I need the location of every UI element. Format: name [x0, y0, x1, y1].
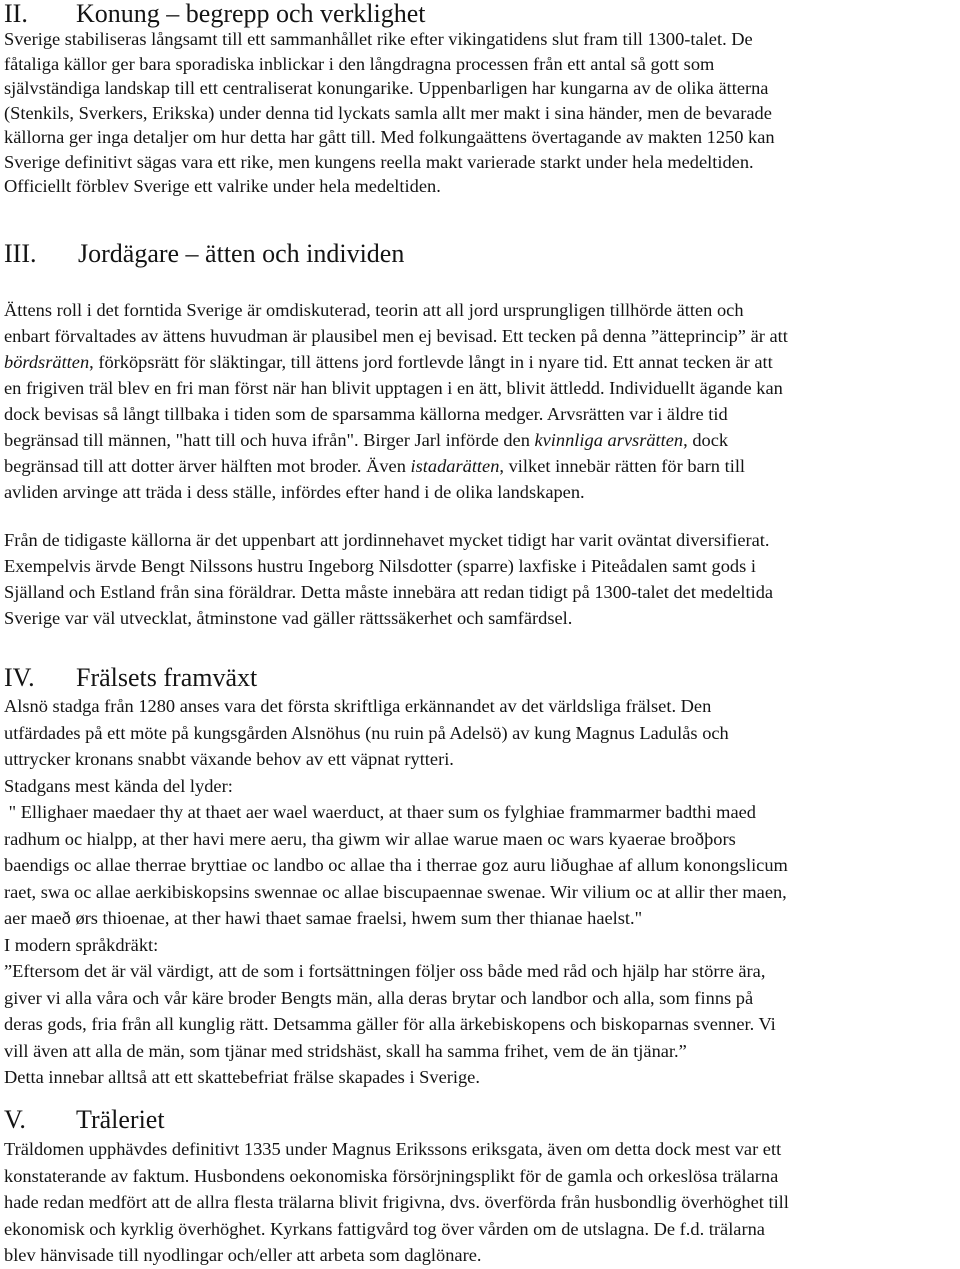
paragraph	[4, 27, 775, 199]
italic-term: bördsrätten	[4, 352, 90, 372]
section-number: III.	[4, 239, 37, 268]
text-line: konstaterande av faktum. Husbondens oekonomiska försörjningsplikt för de gamla och orkeslösa trälarna	[4, 1165, 779, 1186]
section-5	[4, 1106, 165, 1134]
text-line: Exempelvis ärvde Bengt Nilssons hustru Ingeborg Nilsdotter (sparre) laxfiske i Piteådalen samt gods i	[4, 556, 756, 576]
section-4	[4, 664, 257, 692]
text-run: begränsad till männen, "hatt till och huva ifrån". Birger Jarl införde den	[4, 430, 535, 450]
section-3	[4, 240, 404, 268]
text-line: källorna ger inga detaljer om hur detta har gått till. Med folkungaättens övertagande av makten 1250 kan	[4, 127, 775, 147]
section-title: Träleriet	[76, 1105, 165, 1134]
section-number: II.	[4, 0, 28, 28]
text-line: dock bevisas så långt tillbaka i tiden som de sparsamma källorna medger. Arvsrätten var i äldre tid	[4, 404, 728, 424]
text-line: Sverige stabiliseras långsamt till ett sammanhållet rike efter vikingatidens slut fram till 1300-talet. De	[4, 29, 753, 49]
section-2	[4, 0, 775, 199]
section-title: Konung – begrepp och verklighet	[76, 0, 426, 28]
section-number: V.	[4, 1105, 26, 1134]
paragraph	[4, 693, 788, 1091]
text-line: raet, swa oc allae aerkibiskopsins swennae oc allae biscupaennae swenae. Wir vilium oc at allir ther maen,	[4, 881, 787, 902]
text-line: avliden arvinge att träda i dess ställe, infördes efter hand i de olika landskapen.	[4, 482, 585, 502]
text-line: aer maeð ørs thioenae, at ther hawi thaet samae fraelsi, hwem sum ther thianae haelst."	[4, 908, 643, 928]
section-number: IV.	[4, 663, 35, 692]
text-line: en frigiven träl blev en fri man först när han blivit upptagen i en ätt, blivit ättledd. Individuellt ägande kan	[4, 378, 783, 398]
section-heading	[4, 240, 404, 268]
text-line: uttrycker kronans snabbt växande behov av ett väpnat rytteri.	[4, 749, 454, 769]
text-line	[4, 427, 788, 453]
section-heading	[4, 1106, 165, 1134]
text-line: blev hänvisade till nyodlingar och/eller att arbeta som daglönare.	[4, 1245, 482, 1265]
text-line	[4, 453, 788, 479]
text-line	[4, 349, 788, 375]
text-line: fåtaliga källor ger bara sporadiska inblickar i den långdragna processen från ett antal så gott som	[4, 53, 715, 74]
text-line: Själland och Estland från sina föräldrar. Detta måste innebära att redan tidigt på 1300-talet det medeltida	[4, 582, 774, 602]
text-line: giver vi alla våra och vår käre broder Bengts män, alla deras brytar och landbor och alla, som finns på	[4, 987, 754, 1008]
text-line: vill även att alla de män, som tjänar med stridshäst, skall ha samma frihet, vem de än tjänar.”	[4, 1040, 687, 1061]
text-line: baendigs oc allae therrae bryttiae oc landbo oc allae tha i therrae goz auru liðughae af allum konongslicum	[4, 855, 788, 875]
text-line: Från de tidigaste källorna är det uppenbart att jordinnehavet mycket tidigt har varit oväntat diversifierat.	[4, 530, 770, 550]
text-run: , förköpsrätt för släktingar, till ättens jord fortlevde långt in i nyare tid. Ett annat tecken är att	[89, 352, 773, 372]
text-line: utfärdades på ett möte på kungsgården Alsnöhus (nu ruin på Adelsö) av kung Magnus Ladulås och	[4, 722, 729, 743]
text-line: deras gods, fria från all kunglig rätt. Detsamma gäller för alla ärkebiskopens och biskoparnas svenner. Vi	[4, 1014, 776, 1034]
paragraph	[4, 1136, 789, 1269]
text-line: radhum oc hialpp, at ther havi mere aeru, tha giwm wir allae warue maen oc wars kyaerae broðþors	[4, 828, 736, 849]
text-line: ekonomisk och kyrklig överhöghet. Kyrkans fattigvård tog över vården om de utslagna. De f.d. trälarna	[4, 1218, 765, 1239]
text-line: Sverige var väl utvecklat, åtminstone vad gäller rättssäkerhet och samfärdsel.	[4, 608, 573, 628]
text-line: hade redan medfört att de allra flesta trälarna blivit frigivna, dvs. överförda från husbondlig överhöghet till	[4, 1192, 789, 1212]
paragraph	[4, 297, 788, 505]
text-line: Ättens roll i det forntida Sverige är omdiskuterad, teorin att all jord ursprungligen tillhörde ätten och	[4, 300, 744, 320]
italic-term: istadarätten	[410, 456, 500, 476]
text-line: självständiga landskap till ett centraliserat konungarike. Uppenbarligen har kungarna av de olika ätterna	[4, 78, 769, 98]
text-line: Alsnö stadga från 1280 anses vara det första skriftliga erkännandet av det världsliga frälset. Den	[4, 696, 712, 716]
text-line: (Stenkils, Sverkers, Erikska) under denna tid lyckats samla allt mer makt i sina händer, men de bevarade	[4, 102, 772, 123]
section-heading	[4, 664, 257, 692]
section-title: Frälsets framväxt	[76, 663, 258, 692]
paragraph	[4, 527, 773, 631]
text-line: I modern språkdräkt:	[4, 934, 159, 955]
text-line: Officiellt förblev Sverige ett valrike under hela medeltiden.	[4, 176, 441, 196]
text-line: ”Eftersom det är väl värdigt, att de som i fortsättningen följer oss både med råd och hjälp har större ära,	[4, 961, 766, 981]
text-run: , dock	[683, 430, 729, 450]
text-line: Sverige definitivt sägas vara ett rike, men kungens reella makt varierade starkt under hela medeltiden.	[4, 151, 754, 172]
text-line: " Ellighaer maedaer thy at thaet aer wael waerduct, at thaer sum os fylghiae frammarmer badthi maed	[4, 802, 756, 822]
section-title: Jordägare – ätten och individen	[78, 239, 405, 268]
text-line: Stadgans mest kända del lyder:	[4, 775, 233, 796]
text-line: Träldomen upphävdes definitivt 1335 under Magnus Erikssons eriksgata, även om detta dock mest var ett	[4, 1139, 782, 1159]
text-run: , vilket innebär rätten för barn till	[499, 456, 746, 476]
section-heading	[4, 0, 775, 28]
italic-term: kvinnliga arvsrätten	[534, 430, 684, 450]
text-run: begränsad till att dotter ärver hälften mot broder. Även	[4, 456, 411, 476]
text-line: enbart förvaltades av ättens huvudman är plausibel men ej bevisad. Ett tecken på denna ”ätteprincip” är att	[4, 326, 788, 346]
text-line: Detta innebar alltså att ett skattebefriat frälse skapades i Sverige.	[4, 1067, 480, 1087]
